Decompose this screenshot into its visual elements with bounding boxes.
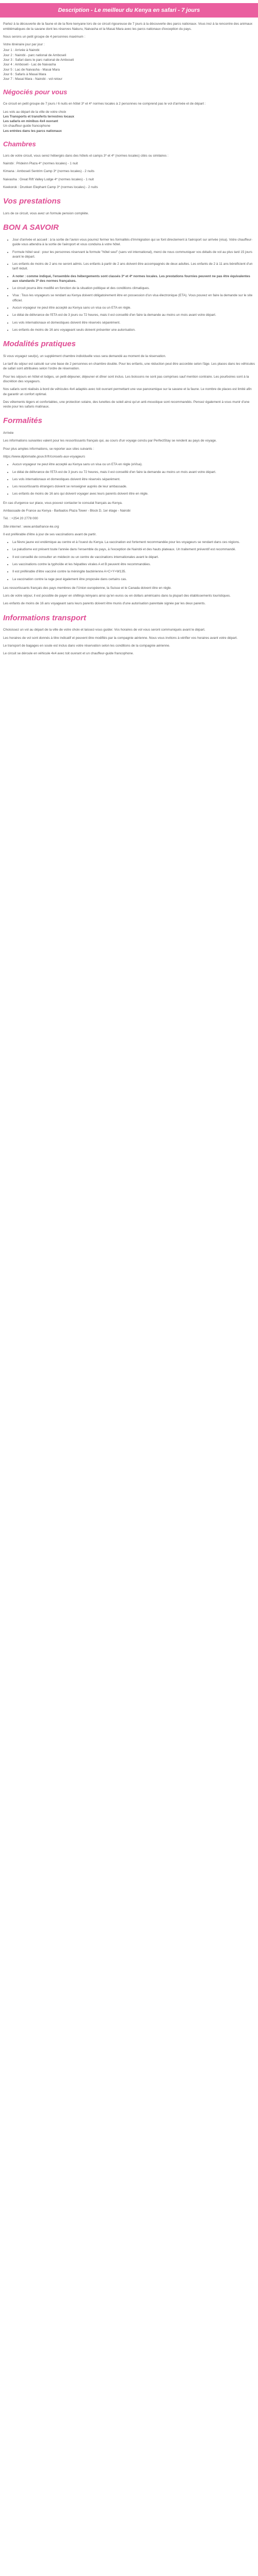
section-title: Vos prestations (3, 197, 61, 206)
contact-text: Tél. : +254 20 2778 000 (3, 517, 38, 521)
hotel-line: Nairobi : Prideinn Plaza 4* (normes locales) - 1 nuit (3, 162, 78, 166)
list-item: • Formule hôtel seul : pour les personnes réservant la formule "hôtel seul" (sans vol international), merci de nous communiquer vos détails de vol au plus tard 15 jours avant le départ. (12, 250, 255, 260)
day-line: Jour 5 : Lac de Naivasha - Masai Mara (3, 67, 60, 72)
section-title: Informations transport (3, 613, 86, 622)
section-title: Négociés pour vous (3, 88, 68, 96)
negocies-line: Les vols au départ de la ville de votre choix (3, 110, 67, 114)
content (0, 22, 258, 664)
description-banner: Description - Le meilleur du Kenya en safari - 7 jours (0, 3, 258, 18)
formalites-section (3, 415, 255, 496)
list-item: • A noter : comme indiqué, l'ensemble des hébergements sont classés 3* et 4* normes locales. Les prestations fournies peuvent ne pas être équivalentes aux standards 3* des normes françaises. (12, 274, 255, 284)
list-item: • Les enfants de moins de 16 ans qui doivent voyager avec leurs parents doivent être en règle. (12, 492, 255, 496)
modalites-text: Pour les séjours en hôtel et lodges, un petit-déjeuner, déjeuner et dîner sont inclus. Les boissons ne sont pas comprises sauf mention contraire. Les pourboires sont à la discrétion des voyageurs. (3, 375, 249, 384)
bon-list (3, 238, 255, 332)
day-line: Jour 4 : Amboseli - Lac de Naivasha (3, 63, 56, 67)
negocies-line: Un chauffeur-guide francophone (3, 124, 51, 128)
section-title: Modalités pratiques (3, 340, 76, 349)
contact-text: En cas d'urgence sur place, vous pouvez contacter le consulat français au Kenya. (3, 501, 123, 505)
conseil-text: Lors de votre séjour, il est possible de payer en shillings kényans ainsi qu'en euros ou en dollars américains dans la plupart des établissements touristiques. (3, 594, 231, 598)
transport-text: Choisissez un vol au départ de la ville de votre choix et laissez-vous guider. Vos horaires de vol vous seront communiqués avant le départ. (3, 628, 205, 632)
contact-section (3, 501, 255, 529)
day-line: Jour 7 : Masai Mara - Nairobi - vol retour (3, 77, 62, 81)
list-item: • Les vaccinations contre la typhoïde et les hépatites virales A et B peuvent être recommandées. (12, 562, 255, 567)
prestations-section (3, 196, 255, 216)
list-item: • Les enfants de moins de 2 ans ne seront admis. Les enfants à partir de 2 ans doivent être accompagnés de deux adultes. Les enfants de 2 à 11 ans bénéficient d'un tarif réduit. (12, 262, 255, 272)
conseil-text: Les ressortissants français des pays membres de l'Union européenne, la Suisse et le Canada doivent être en règle. (3, 586, 172, 590)
page (0, 3, 258, 665)
chambres-section (3, 140, 255, 190)
sante-section (3, 532, 255, 582)
intro-text: Partez à la découverte de la faune et de la flore kenyane lors de ce circuit rigoureuse de 7 jours à la découverte des parcs nationaux. Vous irez à la rencontre des animaux emblématiques de la savane dont les réserves Nakuru, Naivasha et la Masai Mara avec les parcs nationaux d'exception du pays. (3, 22, 253, 31)
negocies-line: Ce circuit en petit groupe de 7 jours / 6 nuits en hôtel 3* et 4* normes locales à 2 personnes ne comprend pas le vol d'arrivée et de départ : (3, 102, 206, 106)
negocies-line: Les entrées dans les parcs nationaux (3, 129, 62, 133)
hotel-line: Keekorok : Drunken Elephant Camp 3* (normes locales) - 2 nuits (3, 185, 98, 189)
intro-text: Votre itinéraire jour par jour : (3, 43, 45, 47)
list-item: • Les enfants de moins de 16 ans voyageant seuls doivent présenter une autorisation. (12, 328, 255, 332)
list-item: • Le délai de délivrance de l'ETA est de 3 jours ou 72 heures, mais il est conseillé d'en faire la demande au moins un mois avant votre départ. (12, 313, 255, 317)
list-item: • Les vols internationaux et domestiques doivent être réservés séparément. (12, 320, 255, 325)
day-line: Jour 1 : Arrivée à Nairobi (3, 48, 40, 53)
contact-site-link[interactable]: Site internet : www.ambafrance-ke.org (3, 524, 59, 529)
negocies-line: Les safaris en minibus 4x4 ouvrant (3, 120, 58, 124)
formalites-text: Les informations suivantes valent pour les ressortissants français qui, au cours d'un voyage conclu par PerfectStay se rendent au pays de voyage. (3, 439, 217, 443)
transport-text: Les horaires de vol sont donnés à titre indicatif et peuvent être modifiés par la compagnie aérienne. Nous vous invitons à vérifier vos horaires avant votre départ. (3, 636, 238, 640)
list-item: • Il est conseillé de consulter un médecin ou un centre de vaccinations internationales avant le départ. (12, 555, 255, 560)
conseil-text: Les enfants de moins de 16 ans voyageant sans leurs parents doivent être munis d'une autorisation parentale signée par les deux parents. (3, 602, 206, 606)
formalites-list (3, 462, 255, 496)
negocies-line: Les Transports et transferts terrestres locaux (3, 114, 74, 118)
list-item: • Aucun voyageur ne peut être accepté au Kenya sans un visa ou un ETA en règle. (12, 306, 255, 310)
intro-section (3, 22, 255, 81)
formalites-link[interactable]: https://www.diplomatie.gouv.fr/fr/conseils-aux-voyageurs (3, 455, 86, 459)
hotel-line: Kimana : Amboseli Sentrim Camp 3* (normes locales) - 2 nuits (3, 170, 94, 174)
list-item: • Le paludisme est présent toute l'année dans l'ensemble du pays, à l'exception de Nairobi et des hauts plateaux. Un traitement préventif est recommandé. (12, 547, 255, 552)
day-line: Jour 3 : Safari dans le parc national de Amboseli (3, 58, 74, 62)
modalites-text: Nos safaris sont réalisés à bord de véhicules 4x4 adaptés avec toit ouvrant permettant une vue panoramique sur la savane et la faune. Le nombre de places est limité afin de garantir un confort optimal. (3, 387, 252, 396)
list-item: • Les vols internationaux et domestiques doivent être réservés séparément. (12, 477, 255, 482)
list-item: • La vaccination contre la rage peut également être proposée dans certains cas. (12, 577, 255, 582)
conseil-section (3, 586, 255, 606)
modalites-text: Des vêtements légers et confortables, une protection solaire, des lunettes de soleil ainsi qu'un anti-moustique sont recommandés. Pensez également à vous munir d'une veste pour les safaris matinaux. (3, 400, 250, 409)
sante-list (3, 540, 255, 582)
section-title: Formalités (3, 416, 42, 426)
day-line: Jour 6 : Safaris à Masai Mara (3, 72, 46, 76)
list-item: • La fièvre jaune est endémique au centre et à l'ouest du Kenya. La vaccination est fortement recommandée pour les voyageurs se rendant dans ces régions. (12, 540, 255, 545)
section-title: BON A SAVOIR (3, 223, 59, 232)
transport-text: Le transport de bagages en soute est inclus dans votre réservation selon les conditions de la compagnie aérienne. (3, 643, 170, 648)
transport-section (3, 613, 255, 665)
list-item: • Visa : Tous les voyageurs se rendant au Kenya doivent obligatoirement être en possession d'un visa électronique (ETA). Vous pouvez en faire la demande sur le site officiel. (12, 293, 255, 303)
bon-a-savoir-section (3, 222, 255, 332)
chambres-intro: Lors de votre circuit, vous serez hébergés dans des hôtels et camps 3* et 4* (normes locales) cités ou similaires : (3, 154, 169, 158)
transport-text: Le circuit se déroule en véhicule 4x4 avec toit ouvrant et un chauffeur-guide francophone. (3, 652, 134, 656)
list-item: • Le circuit pourra être modifié en fonction de la situation politique et des conditions climatiques. (12, 286, 255, 291)
modalites-text: Si vous voyagez seul(e), un supplément chambre individuelle vous sera demandé au moment de la réservation. (3, 354, 166, 358)
list-item: • Le délai de délivrance de l'ETA est de 3 jours ou 72 heures, mais il est conseillé d'en faire la demande au moins un mois avant votre départ. (12, 470, 255, 474)
sante-intro: Il est préférable d'être à jour de ses vaccinations avant de partir. (3, 532, 96, 536)
modalites-text: Le tarif du séjour est calculé sur une base de 2 personnes en chambre double. Pour les enfants, une réduction peut être accordée selon l'âge. Les places dans les véhicules de safari sont attribuées selon l'ordre de réservation. (3, 362, 255, 371)
list-item: • Il est préférable d'être vacciné contre la méningite bactérienne A+C+Y+W135. (12, 569, 255, 574)
prestations-text: Lors de ce circuit, vous avez un formule pension complète. (3, 211, 89, 215)
hotel-line: Naivasha : Great Rift Valley Lodge 4* (normes locales) - 1 nuit (3, 177, 94, 181)
negocies-section (3, 88, 255, 133)
formalites-text: Pour plus amples informations, se reporter aux sites suivants : (3, 447, 94, 451)
intro-text: Nous serons un petit groupe de 4 personnes maximum : (3, 35, 86, 39)
list-item: • Aucun voyageur ne peut être accepté au Kenya sans un visa ou un ETA en règle (eVisa). (12, 462, 255, 467)
contact-text: Ambassade de France au Kenya - Barbados Plaza Tower - Block D, 1er étage - Nairobi (3, 509, 131, 513)
modalites-section (3, 338, 255, 409)
list-item: • Jour d'arrivée et accueil : à la sortie de l'avion vous pourrez fermer les formalités d'immigration qui se font directement à l'aéroport sur arrivée (visa). Votre chauffeur-guide vous attendra à la sortie de l'aéroport et vous conduira à votre hôtel. (12, 238, 255, 247)
list-item: • Les ressortissants étrangers doivent se renseigner auprès de leur ambassade. (12, 484, 255, 489)
section-title: Chambres (3, 140, 36, 148)
day-line: Jour 2 : Nairobi - parc national de Amboseli (3, 53, 67, 57)
formalites-text: Arrivée (3, 431, 14, 435)
